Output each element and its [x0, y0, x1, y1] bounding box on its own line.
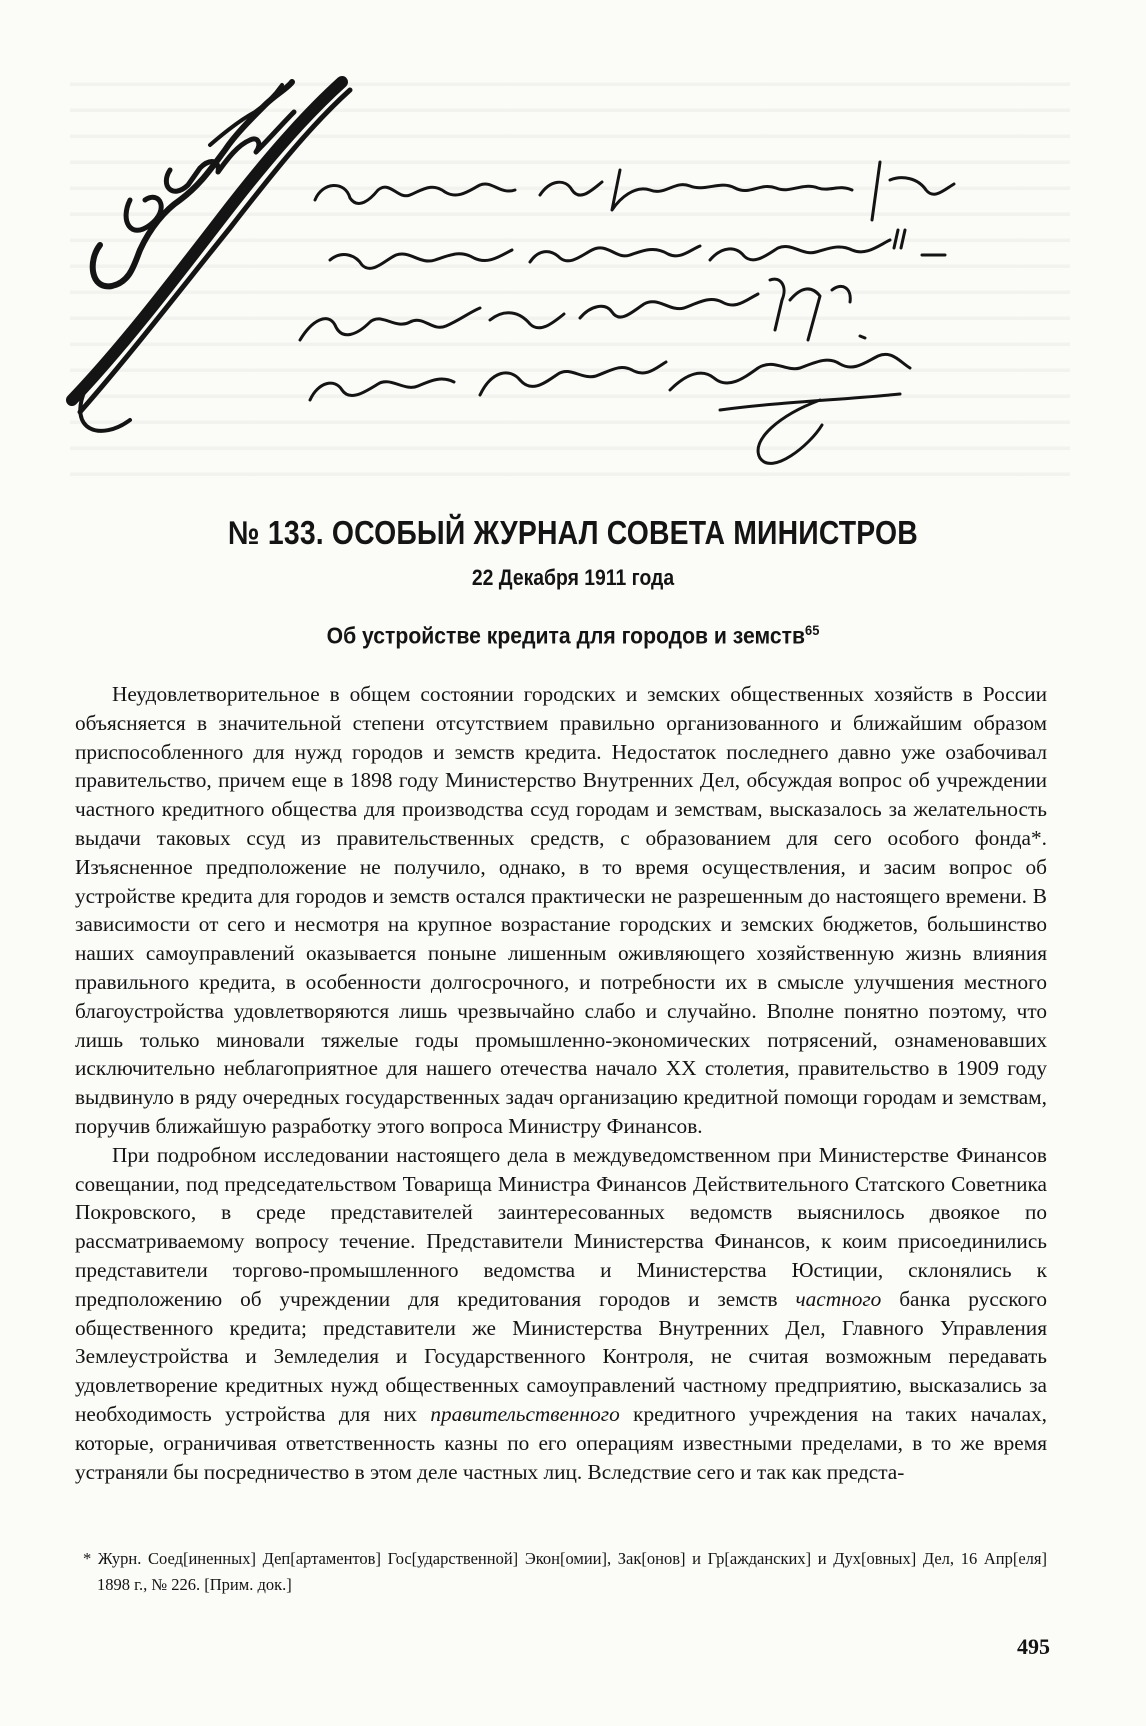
- paragraph-text: При подробном исследовании настоящего дела в междуведомственном при Министерстве Финансов совещании, под председательством Товарища Министра Финансов Действительного Статского Советника Покровского, в среде представителей заинтересованных ведомств выяснилось двоякое по рассматриваемому вопросу течение. Представители Министерства Финансов, к коим присоединились представители торгово-промышленного ведомства и Министерства Юстиции, склонялись к предположению об учреждении для кредитования городов и земств: [75, 1142, 1047, 1311]
- subject-note-ref: 65: [805, 622, 820, 638]
- document-body: [75, 680, 1047, 1486]
- emperor-slash: [80, 390, 130, 431]
- document-subject: [46, 622, 1100, 650]
- handwriting-line: [580, 279, 865, 340]
- handwriting-line: [310, 362, 666, 400]
- handwriting-line: [315, 184, 515, 204]
- handwriting-line: [710, 230, 945, 260]
- handwriting-line: [720, 394, 900, 463]
- emperor-slash: [72, 82, 342, 400]
- footnote-ref: *: [1031, 825, 1042, 850]
- handwritten-resolution: [60, 50, 1080, 470]
- italic-term: частного: [795, 1286, 882, 1311]
- paragraph-text: . Изъясненное предположение не получило, однако, в то время осуществления, и засим вопрос об устройстве кредита для городов и земств остался практически не разрешенным до настоящего времени. В зависимости от сего и несмотря на крупное возрастание городских и земских бюджетов, большинство наших самоуправлений оказывается поныне лишенным оживляющего хозяйственную жизнь влияния правильного кредита, в особенности долгосрочного, и потребности их в смысле улучшения местного благоустройства удовлетворяются лишь чрезвычайно слабо и случайно. Вполне понятно поэтому, что лишь только миновали тяжелые годы промышленно-экономических потрясений, ознаменовавших исключительно неблагоприятное для нашего отечества начало XX столетия, правительство в 1909 году выдвинуло в ряду очередных государственных задач организацию кредитной помощи городам и земствам, поручив ближайшую разработку этого вопроса Министру Финансов.: [75, 825, 1047, 1138]
- document-date: 22 Декабря 1911 года: [471, 565, 675, 590]
- paragraph-text: банка русского общественного кредита; представители же Министерства Внутренних Дел, Главного Управления Землеустройства и Земледелия и Государственного Контроля, не считая возможным передавать удовлетворение кредитных нужд общественных самоуправлений частному предприятию, высказались за необходимость устройства для них: [75, 1286, 1047, 1426]
- handwriting-line: [670, 354, 910, 390]
- handwritten-resolution-drawing: [60, 50, 1080, 470]
- page-number: 495: [1017, 1634, 1050, 1659]
- handwriting-line: [872, 162, 954, 220]
- paragraph: [75, 1141, 1047, 1487]
- footnote: [75, 1546, 1047, 1598]
- paragraph: [75, 680, 1047, 1141]
- handwriting-line: [540, 170, 852, 210]
- footnote-text: Журн. Соед[иненных] Деп[артаментов] Гос[ударственной] Экон[омии], Зак[онов] и Гр[ажданских] и Дух[овных] Дел, 16 Апр[еля] 1898 г., № 226. [Прим. док.]: [97, 1549, 1048, 1594]
- paragraph-text: Неудовлетворительное в общем состоянии городских и земских общественных хозяйств в России объясняется в значительной степени отсутствием правильно организованного и ближайшим образом приспособленного для нужд городов и земств кредита. Недостаток последнего давно уже озабочивал правительство, причем еще в 1898 году Министерство Внутренних Дел, обсуждая вопрос об учреждении частного кредитного общества для производства ссуд городам и земствам, высказалось за желательность выдачи таковых ссуд из правительственных средств, с образованием для сего особого фонда: [75, 682, 1047, 850]
- footnote-mark: *: [83, 1549, 92, 1568]
- handwriting-line: [330, 246, 700, 268]
- document-title: № 133. ОСОБЫЙ ЖУРНАЛ СОВЕТА МИНИСТРОВ: [228, 514, 918, 551]
- handwriting-line: [300, 308, 564, 340]
- italic-term: правительственного: [430, 1401, 620, 1426]
- paragraph-text: кредитного учреждения на таких началах, которые, ограничивая ответственность казны по его операциям известными пределами, в то же время устраняли бы посредничество в этом деле частных лиц. Вследствие сего и так как предста-: [75, 1401, 1047, 1484]
- subject-text: Об устройстве кредита для городов и земств: [326, 622, 806, 649]
